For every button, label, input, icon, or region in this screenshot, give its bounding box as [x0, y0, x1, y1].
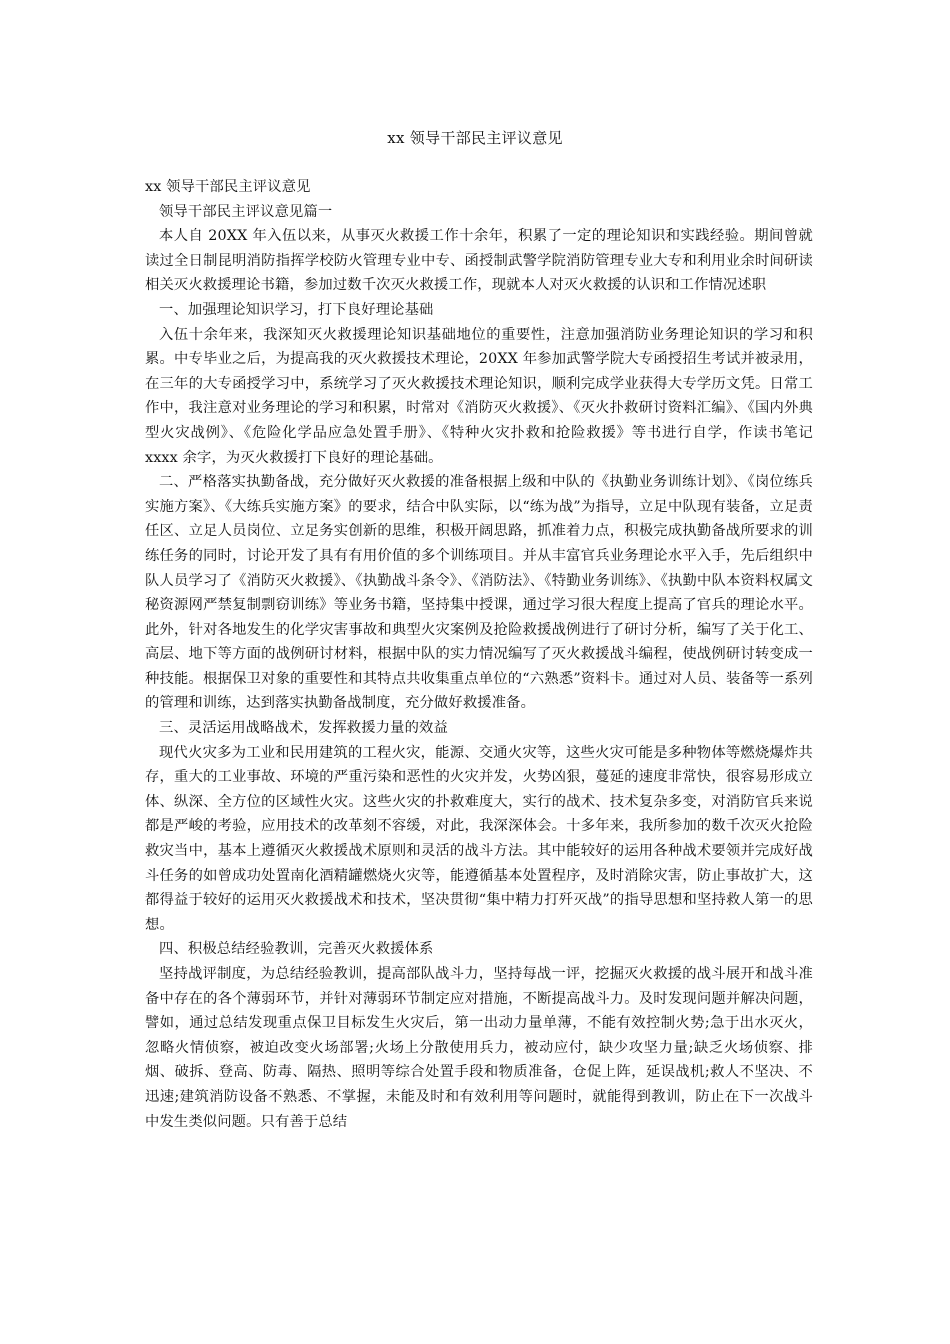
section-heading: 四、积极总结经验教训，完善灭火救援体系: [159, 941, 434, 958]
document-body: [145, 175, 813, 1134]
body-paragraph: 本人自 20XX 年入伍以来，从事灭火救援工作十余年，积累了一定的理论知识和实践经验。期间曾就读过全日制昆明消防指挥学校防火管理专业中专、函授制武警学院消防管理专业大专和利用业余时间研读相关灭火救援理论书籍，参加过数千次灭火救援工作，现就本人对灭火救援的认识和工作情况述职: [145, 228, 813, 294]
body-paragraph: 二、严格落实执勤备战，充分做好灭火救援的准备根据上级和中队的《执勤业务训练计划》、《岗位练兵实施方案》、《大练兵实施方案》的要求，结合中队实际，以“练为战”为指导，立足中队现有装备，立足责任区、立足人员岗位、立足务实创新的思维，积极开阔思路，抓准着力点，积极完成执勤备战所要求的训练任务的同时，讨论开发了具有有用价值的多个训练项目。并从丰富官兵业务理论水平入手，先后组织中队人员学习了《消防灭火救援》、《执勤战斗条令》、《消防法》、《特勤业务训练》、《执勤中队本资料权属文秘资源网严禁复制剽窃训练》等业务书籍，坚持集中授课，通过学习很大程度上提高了官兵的理论水平。此外，针对各地发生的化学灾害事故和典型火灾案例及抢险救援战例进行了研讨分析，编写了关于化工、高层、地下等方面的战例研讨材料，根据中队的实力情况编写了灭火救援战斗编程，使战例研讨转变成一种技能。根据保卫对象的重要性和其特点共收集重点单位的“六熟悉”资料卡。通过对人员、装备等一系列的管理和训练，达到落实执勤备战制度，充分做好救援准备。: [145, 474, 813, 712]
section-heading: 领导干部民主评议意见篇一: [159, 203, 333, 220]
document-title: xx 领导干部民主评议意见: [387, 129, 563, 147]
document-subtitle: xx 领导干部民主评议意见: [145, 179, 311, 195]
body-paragraph: 坚持战评制度，为总结经验教训，提高部队战斗力，坚持每战一评，挖掘灭火救援的战斗展开和战斗准备中存在的各个薄弱环节，并针对薄弱环节制定应对措施，不断提高战斗力。及时发现问题并解决问题，譬如，通过总结发现重点保卫目标发生火灾后，第一出动力量单薄，不能有效控制火势;急于出水灭火，忽略火情侦察，被迫改变火场部署;火场上分散使用兵力，被动应付，缺少攻坚力量;缺乏火场侦察、排烟、破拆、登高、防毒、隔热、照明等综合处置手段和物质准备，仓促上阵，延误战机;救人不坚决、不迅速;建筑消防设备不熟悉、不掌握，未能及时和有效利用等问题时，就能得到教训，防止在下一次战斗中发生类似问题。只有善于总结: [145, 966, 813, 1130]
section-heading: 三、灵活运用战略战术，发挥救援力量的效益: [159, 720, 448, 737]
body-paragraph: 现代火灾多为工业和民用建筑的工程火灾，能源、交通火灾等，这些火灾可能是多种物体等燃烧爆炸共存，重大的工业事故、环境的严重污染和恶性的火灾并发，火势凶狠，蔓延的速度非常快，很容易形成立体、纵深、全方位的区域性火灾。这些火灾的扑救难度大，实行的战术、技术复杂多变，对消防官兵来说都是严峻的考验，应用技术的改革刻不容缓，对此，我深深体会。十多年来，我所参加的数千次灭火抢险救灾当中，基本上遵循灭火救援战术原则和灵活的战斗方法。其中能较好的运用各种战术要领并完成好战斗任务的如曾成功处置南化酒精罐燃烧火灾等，能遵循基本处置程序，及时消除灾害，防止事故扩大，这都得益于较好的运用灭火救援战术和技术，坚决贯彻“集中精力打歼灭战”的指导思想和坚持救人第一的思想。: [145, 744, 813, 933]
section-heading: 一、加强理论知识学习，打下良好理论基础: [159, 301, 434, 318]
body-paragraph: 入伍十余年来，我深知灭火救援理论知识基础地位的重要性，注意加强消防业务理论知识的学习和积累。中专毕业之后，为提高我的灭火救援技术理论，20XX 年参加武警学院大专函授招生考试并被录用，在三年的大专函授学习中，系统学习了灭火救援技术理论知识，顺利完成学业获得大专学历文凭。日常工作中，我注意对业务理论的学习和积累，时常对《消防灭火救援》、《灭火扑救研讨资料汇编》、《国内外典型火灾战例》、《危险化学品应急处置手册》、《特种火灾扑救和抢险救援》等书进行自学，作读书笔记 xxxx 余字，为灭火救援打下良好的理论基础。: [145, 326, 813, 466]
